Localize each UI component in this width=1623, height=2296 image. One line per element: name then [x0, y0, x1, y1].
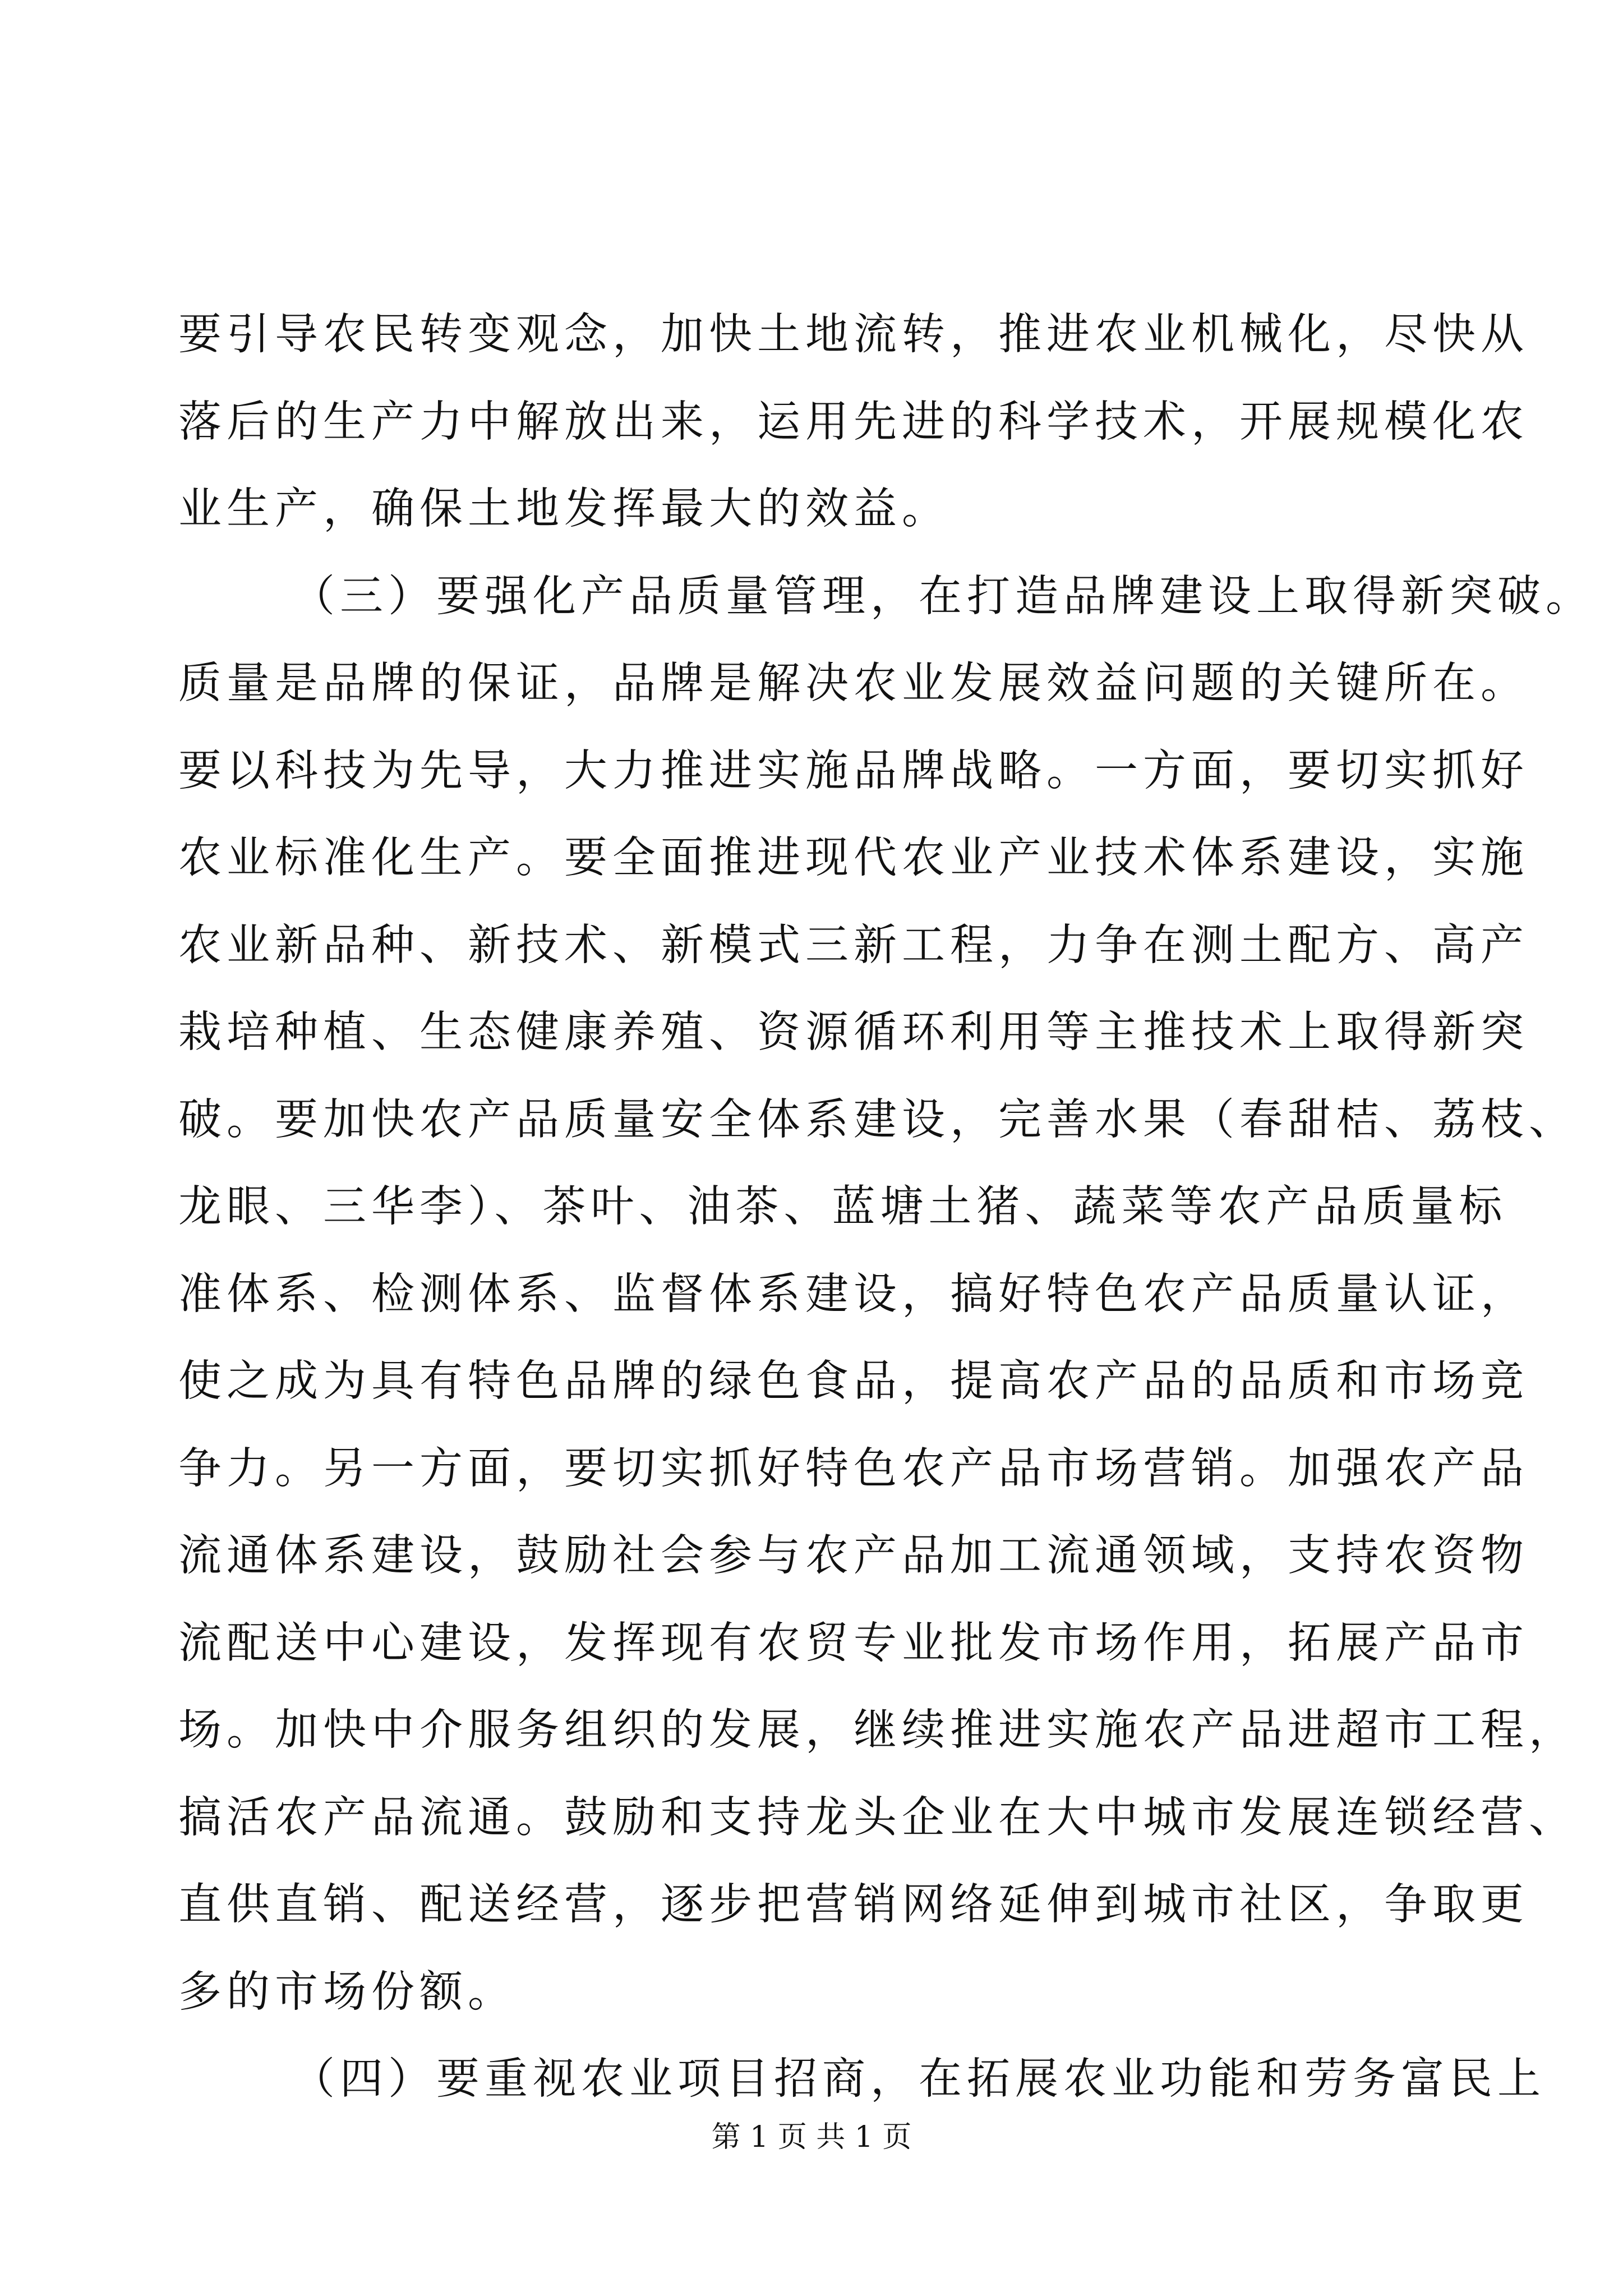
text-line: 质量是品牌的保证，品牌是解决农业发展效益问题的关键所在。: [178, 659, 1529, 708]
text-line: 使之成为具有特色品牌的绿色食品，提高农产品的品质和市场竞: [178, 1356, 1529, 1406]
text-line: 流配送中心建设，发挥现有农贸专业批发市场作用，拓展产品市: [178, 1618, 1529, 1668]
text-line: 多的市场份额。: [178, 1967, 516, 2017]
text-line: 破。要加快农产品质量安全体系建设，完善水果（春甜桔、荔枝、: [178, 1095, 1577, 1145]
section-heading-3: （三）要强化产品质量管理，在打造品牌建设上取得新突破。: [292, 572, 1594, 622]
section-heading-4: （四）要重视农业项目招商，在拓展农业功能和劳务富民上: [292, 2054, 1546, 2104]
text-line: 农业新品种、新技术、新模式三新工程，力争在测土配方、高产: [178, 921, 1529, 970]
text-line: 争力。另一方面，要切实抓好特色农产品市场营销。加强农产品: [178, 1444, 1529, 1494]
text-line: 要以科技为先导，大力推进实施品牌战略。一方面，要切实抓好: [178, 746, 1529, 796]
page-footer: 第 1 页 共 1 页: [711, 2120, 912, 2154]
text-line: 栽培种植、生态健康养殖、资源循环利用等主推技术上取得新突: [178, 1007, 1529, 1057]
text-line: 农业标准化生产。要全面推进现代农业产业技术体系建设，实施: [178, 833, 1529, 883]
text-line: 场。加快中介服务组织的发展，继续推进实施农产品进超市工程，: [178, 1705, 1577, 1755]
text-line: 直供直销、配送经营，逐步把营销网络延伸到城市社区，争取更: [178, 1880, 1529, 1930]
text-line: 龙眼、三华李）、茶叶、油茶、蓝塘土猪、蔬菜等农产品质量标: [178, 1182, 1507, 1232]
text-line: 要引导农民转变观念，加快土地流转，推进农业机械化，尽快从: [178, 310, 1529, 360]
text-line: 落后的生产力中解放出来，运用先进的科学技术，开展规模化农: [178, 397, 1529, 447]
text-line: 搞活农产品流通。鼓励和支持龙头企业在大中城市发展连锁经营、: [178, 1793, 1577, 1843]
text-line: 业生产，确保土地发挥最大的效益。: [178, 484, 950, 534]
text-line: 准体系、检测体系、监督体系建设，搞好特色农产品质量认证，: [178, 1269, 1529, 1319]
text-line: 流通体系建设，鼓励社会参与农产品加工流通领域，支持农资物: [178, 1531, 1529, 1581]
